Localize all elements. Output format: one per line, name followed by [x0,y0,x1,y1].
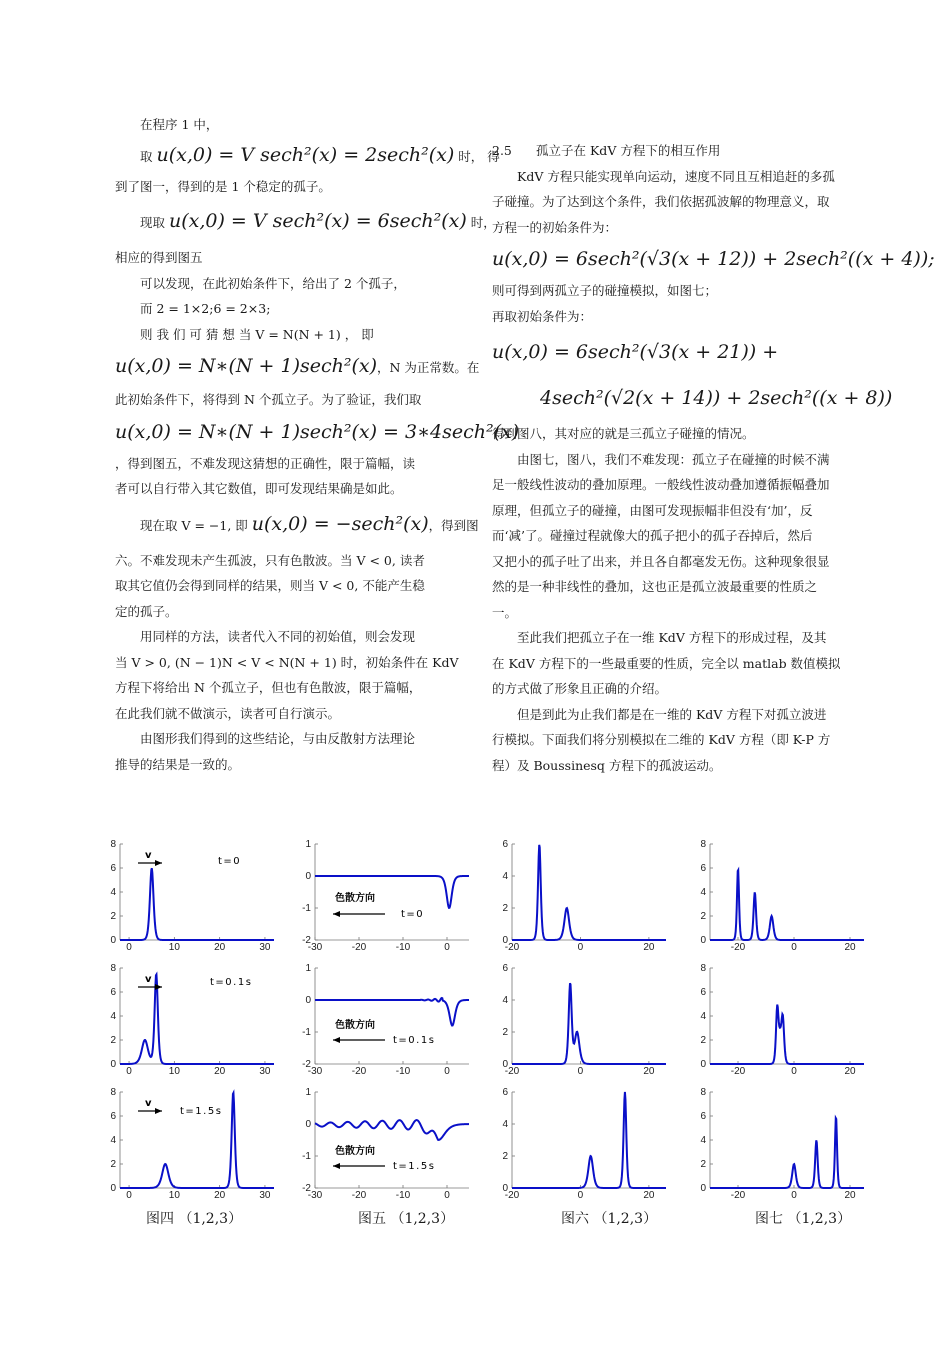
x-tick-label: 20 [844,942,856,953]
y-tick-label: -2 [302,1183,311,1194]
x-tick-label: 20 [844,1190,856,1201]
x-tick-label: -30 [307,1066,323,1077]
y-tick-label: 2 [502,903,508,914]
panel-svg [688,836,873,954]
y-tick-label: -2 [302,935,311,946]
panel-svg [293,960,478,1078]
time-label: t=0 [401,909,425,920]
panel-svg [293,836,478,954]
paragraph: 足一般线性波动的叠加原理。一般线性波动叠加遵循振幅叠加 [492,477,830,492]
y-tick-label: 8 [110,839,116,850]
x-tick-label: -30 [307,1190,323,1201]
text: ，得到图 [428,517,479,533]
paragraph: 在此我们就不做演示，读者可自行演示。 [115,705,341,721]
y-tick-label: 6 [700,987,706,998]
x-tick-label: -20 [730,1066,746,1077]
time-label: t=0 [218,856,242,867]
y-tick-label: 2 [110,1035,116,1046]
y-tick-label: 4 [110,1011,116,1022]
y-tick-label: 2 [700,911,706,922]
figure-caption: 图五 （1,2,3） [358,1211,455,1227]
x-tick-label: -10 [395,1066,411,1077]
y-tick-label: 8 [700,839,706,850]
x-tick-label: -20 [351,942,367,953]
dispersion-label: 色散方向 [335,893,375,904]
figure-panel [98,836,283,954]
arrow-icon [333,1037,340,1043]
y-tick-label: 2 [502,1151,508,1162]
figure-panel [98,960,283,1078]
panel-svg [98,1084,283,1202]
x-tick-label: 0 [126,1190,132,1201]
paragraph: 又把小的孤子吐了出来，并且各自都毫发无伤。这种现象很显 [492,553,830,569]
figure-panel [490,836,675,954]
x-tick-label: -20 [351,1190,367,1201]
x-tick-label: 10 [168,942,180,953]
y-tick-label: -1 [302,1151,311,1162]
equation: u(x,0) = V sech²(x) = 6sech²(x) [168,210,467,232]
time-label: t=1.5s [180,1106,223,1117]
equation: 4sech²(√2(x + 14)) + 2sech²((x + 8)) [540,387,893,409]
panel-svg [490,836,675,954]
x-tick-label: -20 [504,1190,520,1201]
x-tick-label: 30 [259,1190,271,1201]
x-tick-label: 20 [643,1066,655,1077]
y-tick-label: 6 [700,1111,706,1122]
paragraph: 子碰撞。为了达到这个条件，我们依据孤波解的物理意义，取 [492,194,830,209]
x-tick-label: 10 [168,1066,180,1077]
equation-line [115,199,496,245]
paragraph: 六。不难发现未产生孤波，只有色散波。当 V < 0, 读者 [115,552,425,568]
x-tick-label: -20 [351,1066,367,1077]
section-title: 孤立子在 KdV 方程下的相互作用 [536,143,721,158]
y-tick-label: 8 [110,963,116,974]
right-column [492,138,935,778]
section-heading [492,138,878,164]
y-tick-label: 0 [110,1059,116,1070]
soliton-series [710,1118,864,1188]
velocity-label: v [145,974,152,985]
paragraph: 定的孤子。 [115,603,178,619]
x-tick-label: 20 [844,1066,856,1077]
paragraph: 相应的得到图五 [115,250,203,265]
figure-panel [293,960,478,1078]
y-tick-label: 4 [110,887,116,898]
figure-caption: 图六 （1,2,3） [561,1211,658,1227]
x-tick-label: 0 [791,942,797,953]
soliton-series [710,1005,864,1064]
x-tick-label: 10 [168,1190,180,1201]
paragraph: 得到图八，其对应的就是三孤立子碰撞的情况。 [492,426,755,441]
x-tick-label: 20 [643,1190,655,1201]
x-tick-label: 0 [791,1190,797,1201]
y-tick-label: 6 [502,963,508,974]
paragraph: 此初始条件下，将得到 N 个孤立子。为了验证，我们取 [115,392,422,407]
velocity-label: v [145,1098,152,1109]
paragraph: KdV 方程只能实现单向运动，速度不同且互相追赶的多孤 [517,168,835,184]
y-tick-label: 8 [700,963,706,974]
paragraph: 程）及 Boussinesq 方程下的孤波运动。 [492,757,722,773]
text: 时， [466,215,496,230]
paragraph: 一。 [492,604,518,620]
x-tick-label: -20 [504,1066,520,1077]
y-tick-label: -1 [302,1027,311,1038]
y-tick-label: 0 [305,1119,311,1130]
paragraph: 而‘减’了。碰撞过程就像大的孤子把小的孤子吞掉后，然后 [492,528,813,543]
equation-line [115,502,479,548]
equation-line [115,138,500,174]
velocity-label: v [145,850,152,861]
x-tick-label: -20 [504,942,520,953]
y-tick-label: 8 [700,1087,706,1098]
paragraph: 行模拟。下面我们将分别模拟在二维的 KdV 方程（即 K-P 方 [492,732,831,747]
x-tick-label: -10 [395,1190,411,1201]
figure-panel [688,836,873,954]
x-tick-label: 20 [214,942,226,953]
dispersion-label: 色散方向 [335,1146,375,1157]
paragraph: 则可得到两孤立子的碰撞模拟，如图七； [492,283,718,298]
y-tick-label: 0 [502,1183,508,1194]
y-tick-label: 0 [305,871,311,882]
y-tick-label: 0 [110,1183,116,1194]
y-tick-label: 4 [700,1011,706,1022]
arrow-icon [155,1108,162,1114]
soliton-series [512,983,666,1064]
y-tick-label: 0 [700,935,706,946]
dispersion-wave [315,1120,469,1140]
x-tick-label: 0 [577,1190,584,1201]
y-tick-label: 2 [110,1159,116,1170]
y-tick-label: 2 [110,911,116,922]
dispersion-label: 色散方向 [335,1020,375,1031]
y-tick-label: 6 [502,839,508,850]
x-tick-label: 0 [444,1190,450,1201]
equation: u(x,0) = 6sech²(√3(x + 21)) + [492,341,779,363]
y-tick-label: 1 [305,1087,311,1098]
y-tick-label: -2 [302,1059,311,1070]
y-tick-label: 6 [502,1087,508,1098]
panel-svg [490,1084,675,1202]
x-tick-label: 20 [214,1190,226,1201]
x-tick-label: 30 [259,942,271,953]
equation: u(x,0) = 6sech²(√3(x + 12)) + 2sech²((x + 4)); [492,248,935,270]
equation-line [115,347,480,387]
figure-panel [98,1084,283,1202]
y-tick-label: 0 [305,995,311,1006]
x-tick-label: 0 [577,942,584,953]
y-tick-label: 0 [700,1059,706,1070]
y-tick-label: 0 [502,935,508,946]
text: ，N 为正常数。在 [377,360,480,375]
y-tick-label: 4 [110,1135,116,1146]
figure-panel [293,1084,478,1202]
paragraph: 者可以自行带入其它数值，即可发现结果确是如此。 [115,481,403,496]
figure-caption: 图七 （1,2,3） [755,1211,852,1227]
paragraph: 但是到此为止我们都是在一维的 KdV 方程下对孤立波进 [517,706,827,722]
y-tick-label: 8 [110,1087,116,1098]
figure-panel [688,1084,873,1202]
time-label: t=1.5s [393,1161,436,1172]
y-tick-label: 6 [110,1111,116,1122]
x-tick-label: -30 [307,942,323,953]
paragraph: 可以发现，在此初始条件下，给出了 2 个孤子， [140,275,406,291]
x-tick-label: 20 [643,942,655,953]
time-label: t=0.1s [210,977,253,988]
paragraph: 在程序 1 中， [140,117,219,132]
equation: u(x,0) = V sech²(x) = 2sech²(x) [156,143,455,166]
paragraph: 在 KdV 方程下的一些最重要的性质，完全以 matlab 数值模拟 [492,655,841,671]
paragraph: ，得到图五，不难发现这猜想的正确性，限于篇幅，读 [115,455,416,471]
y-tick-label: 6 [700,863,706,874]
soliton-series [512,845,666,940]
soliton-series [710,870,864,940]
y-tick-label: -1 [302,903,311,914]
y-tick-label: 4 [502,1119,508,1130]
equation: u(x,0) = N∗(N + 1)sech²(x) [115,355,378,377]
y-tick-label: 4 [502,995,508,1006]
paragraph: 则 我 们 可 猜 想 当 V = N(N + 1) ， 即 [140,326,374,342]
panel-svg [688,960,873,1078]
arrow-icon [155,984,162,990]
panel-svg [688,1084,873,1202]
paragraph: 的方式做了形象且正确的介绍。 [492,681,668,696]
y-tick-label: 0 [502,1059,508,1070]
arrow-icon [333,911,340,917]
y-tick-label: 6 [110,987,116,998]
y-tick-label: 2 [502,1027,508,1038]
equation: u(x,0) = −sech²(x) [251,512,429,535]
paragraph: 至此我们把孤立子在一维 KdV 方程下的形成过程，及其 [517,630,827,645]
section-number: 2.5 [492,143,512,158]
x-tick-label: 0 [126,1066,132,1077]
panel-svg [490,960,675,1078]
arrow-icon [155,860,162,866]
x-tick-label: 30 [259,1066,271,1077]
paragraph: 用同样的方法，读者代入不同的初始值，则会发现 [140,629,416,644]
y-tick-label: 1 [305,963,311,974]
paragraph: 原理，但孤立子的碰撞，由图可发现振幅非但没有‘加’，反 [492,502,813,518]
figure-caption: 图四 （1,2,3） [146,1211,243,1227]
y-tick-label: 0 [110,935,116,946]
y-tick-label: 2 [700,1035,706,1046]
figure-panel [688,960,873,1078]
soliton-series [512,1092,666,1188]
x-tick-label: -10 [395,942,411,953]
panel-svg [98,836,283,954]
paragraph: 再取初始条件为： [492,308,593,324]
panel-svg [293,1084,478,1202]
figure-panel [293,836,478,954]
soliton-series [120,868,274,940]
paragraph: 推导的结果是一致的。 [115,756,241,772]
y-tick-label: 2 [700,1159,706,1170]
x-tick-label: -20 [730,942,746,953]
paragraph: 取其它值仍会得到同样的结果，则当 V < 0, 不能产生稳 [115,578,425,593]
y-tick-label: 0 [700,1183,706,1194]
x-tick-label: 20 [214,1066,226,1077]
equation: u(x,0) = N∗(N + 1)sech²(x) = 3∗4sech²(x) [115,420,520,443]
time-label: t=0.1s [393,1035,436,1046]
paragraph: 然的是一种非线性的叠加，这也正是孤立波最重要的性质之 [492,579,818,594]
paragraph: 方程一的初始条件为： [492,219,618,235]
paragraph: 由图七，图八，我们不难发现：孤立子在碰撞的时候不满 [517,451,830,467]
x-tick-label: -20 [730,1190,746,1201]
paragraph: 方程下将给出 N 个孤立子，但也有色散波，限于篇幅， [115,680,422,695]
paragraph: 当 V > 0, (N − 1)N < V < N(N + 1) 时，初始条件在 KdV [115,654,459,670]
x-tick-label: 0 [444,942,450,953]
y-tick-label: 4 [502,871,508,882]
text: 现取 [140,215,169,230]
y-tick-label: 6 [110,863,116,874]
y-tick-label: 4 [700,887,706,898]
arrow-icon [333,1163,340,1169]
text: 取 [140,148,157,164]
panel-svg [98,960,283,1078]
y-tick-label: 4 [700,1135,706,1146]
text: 现在取 V = −1, 即 [140,517,252,533]
paragraph: 而 2 = 1×2;6 = 2×3; [140,301,271,316]
x-tick-label: 0 [444,1066,450,1077]
figure-panel [490,960,675,1078]
text: 时， 得 [454,148,500,164]
x-tick-label: 0 [791,1066,797,1077]
paragraph: 到了图一，得到的是 1 个稳定的孤子。 [115,178,331,194]
paragraph: 由图形我们得到的这些结论，与由反散射方法理论 [140,731,416,746]
x-tick-label: 0 [126,942,132,953]
y-tick-label: 1 [305,839,311,850]
x-tick-label: 0 [577,1066,584,1077]
figure-panel [490,1084,675,1202]
